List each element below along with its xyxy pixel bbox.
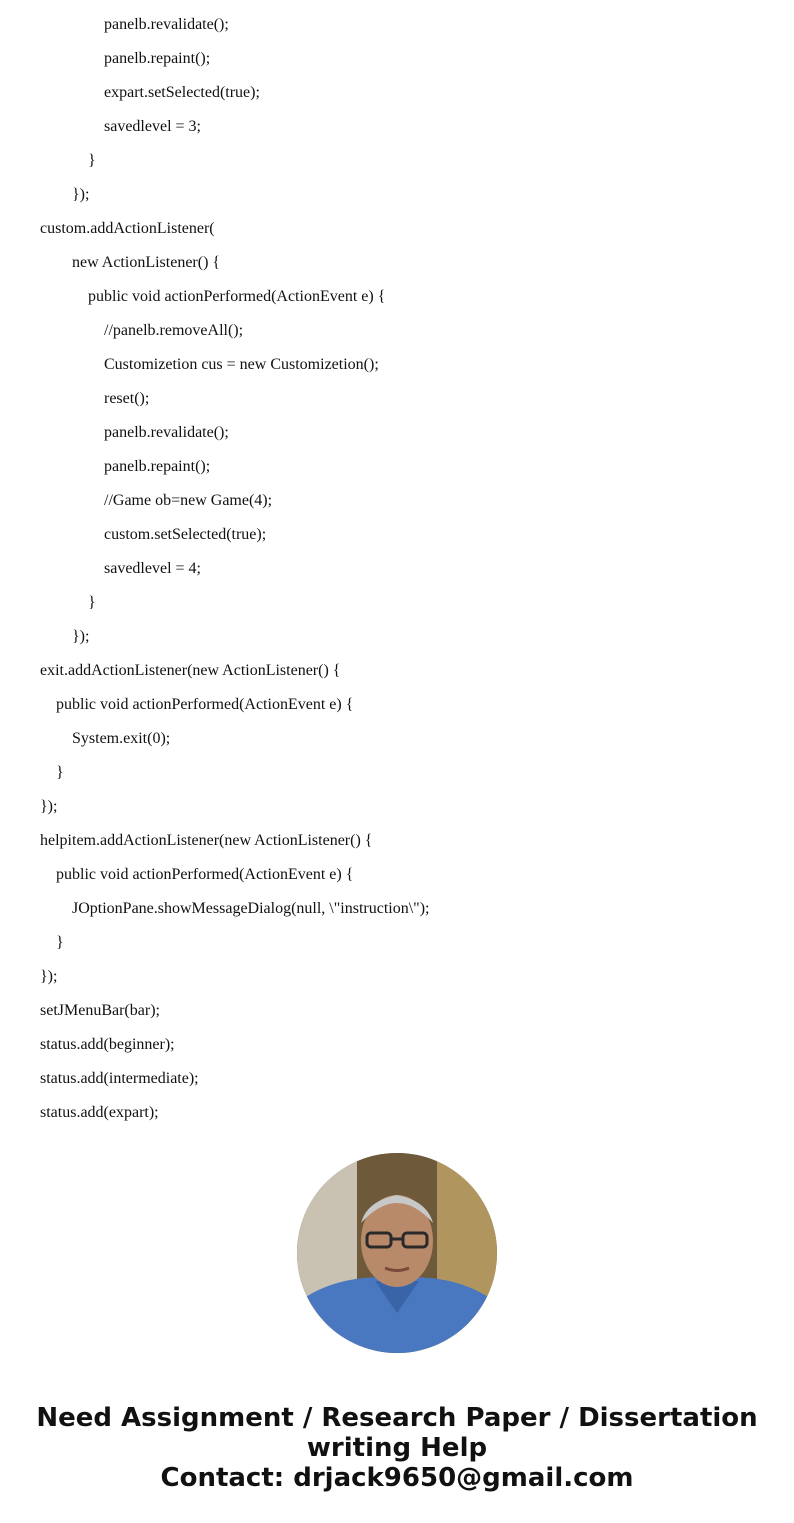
code-line: status.add(beginner); — [40, 1036, 175, 1053]
code-line: savedlevel = 3; — [104, 118, 201, 135]
author-photo-icon — [297, 1153, 497, 1353]
code-line: status.add(expart); — [40, 1104, 159, 1121]
code-line: System.exit(0); — [72, 730, 171, 747]
code-line: //panelb.removeAll(); — [104, 322, 244, 339]
code-line: JOptionPane.showMessageDialog(null, \"instruction\"); — [72, 900, 430, 917]
author-avatar — [297, 1153, 497, 1353]
code-line: custom.setSelected(true); — [104, 526, 267, 543]
code-line: } — [56, 934, 64, 951]
code-line: panelb.repaint(); — [104, 50, 211, 67]
code-line: }); — [40, 798, 58, 815]
code-line: }); — [72, 628, 90, 645]
code-line: expart.setSelected(true); — [104, 84, 260, 101]
code-line: } — [88, 594, 96, 611]
code-line: } — [56, 764, 64, 781]
contact-banner — [0, 1403, 794, 1493]
code-line: new ActionListener() { — [72, 254, 221, 271]
code-line: public void actionPerformed(ActionEvent e) { — [56, 866, 354, 883]
code-line: panelb.revalidate(); — [104, 16, 229, 33]
code-line: //Game ob=new Game(4); — [104, 492, 273, 509]
code-line: } — [88, 152, 96, 169]
code-line: public void actionPerformed(ActionEvent e) { — [56, 696, 354, 713]
banner-contact-line: Contact: drjack9650@gmail.com — [160, 1463, 634, 1493]
banner-line-2: writing Help — [306, 1433, 488, 1463]
code-line: savedlevel = 4; — [104, 560, 201, 577]
code-line: }); — [72, 186, 90, 203]
code-listing — [40, 8, 780, 1130]
code-line: reset(); — [104, 390, 150, 407]
code-line: custom.addActionListener( — [40, 220, 215, 237]
code-line: exit.addActionListener(new ActionListener() { — [40, 662, 341, 679]
code-line: status.add(intermediate); — [40, 1070, 199, 1087]
code-line: Customizetion cus = new Customizetion(); — [104, 356, 379, 373]
code-line: panelb.repaint(); — [104, 458, 211, 475]
code-line: helpitem.addActionListener(new ActionListener() { — [40, 832, 373, 849]
banner-line-1: Need Assignment / Research Paper / Dissertation — [36, 1403, 758, 1433]
code-line: setJMenuBar(bar); — [40, 1002, 160, 1019]
code-line: }); — [40, 968, 58, 985]
code-line: panelb.revalidate(); — [104, 424, 229, 441]
code-line: public void actionPerformed(ActionEvent e) { — [88, 288, 386, 305]
